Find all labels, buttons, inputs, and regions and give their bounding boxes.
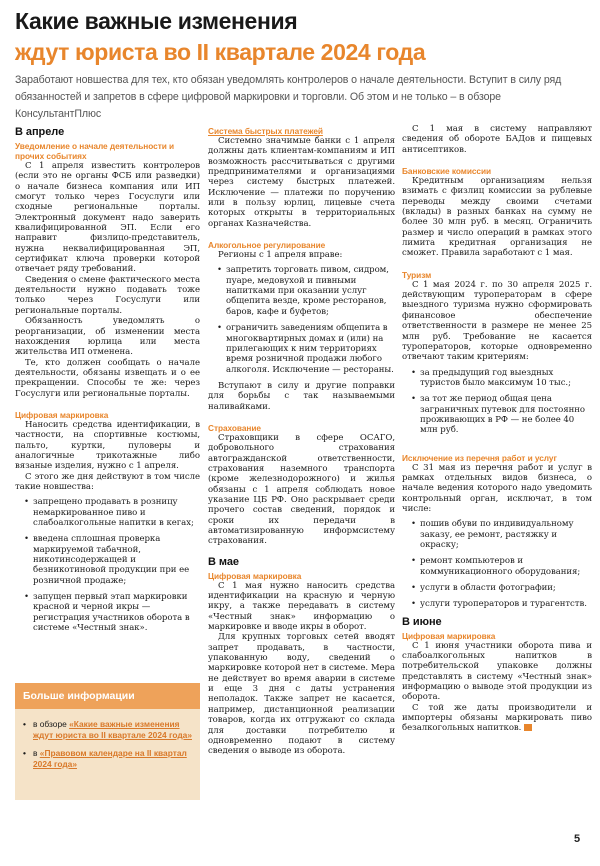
section-title-marking-june: Цифровая маркировка: [402, 630, 496, 641]
paragraph: С 1 мая нужно наносить средства идентификации на красную и черную икру, а также передавать в систему «Честный знак» информацию о маркировке и вводе икры в оборот.: [208, 580, 395, 633]
column-1: [15, 126, 200, 639]
paragraph: Обязанность уведомлять о реорганизации, об изменении места нахождения юрлица или места жительства ИП отменена.: [15, 316, 200, 358]
info-item: [33, 719, 194, 740]
list-item: • ремонт компьютеров и коммуникационного оборудования;: [402, 556, 592, 577]
paragraph: Те, кто должен сообщать о начале деятельности, обязаны извещать и о ее прекращении. Способы те же: через Госуслуги или региональные порталы.: [15, 357, 200, 399]
section-title-exclusion: Исключение из перечня работ и услуг: [402, 452, 557, 463]
paragraph: Наносить средства идентификации, в частности, на спортивные костюмы, пальто, куртки, пуловеры и аналогичные трикотажные либо вязаные изделия, нужно с 1 апреля.: [15, 419, 200, 472]
more-info-box: [15, 683, 200, 800]
more-info-heading: Больше информации: [15, 683, 200, 709]
list-item: • за тот же период общая цена заграничных путевок для постоянно проживающих в РФ — не более 40 млн руб.: [402, 394, 592, 435]
column-3: [402, 124, 592, 734]
end-of-article-icon: [524, 724, 532, 731]
section-title-sbp: Система быстрых платежей: [208, 126, 323, 136]
paragraph: С 1 мая в систему направляют сведения об обороте БАДов и пищевых антисептиков.: [402, 124, 592, 155]
info-item: [33, 748, 194, 769]
info-item-prefix: в обзоре: [33, 719, 67, 729]
section-title-notification: Уведомление о начале деятельности и прочих событиях: [15, 141, 175, 161]
paragraph: [402, 703, 592, 734]
section-title-bank-fees: Банковские комиссии: [402, 166, 492, 177]
list-item: • услуги туроператоров и турагентств.: [402, 599, 592, 609]
list-item: • ограничить заведениям общепита в многоквартирных домах и (или) на прилегающих к ним территориях время розничной продажи любого алкоголя. Исключение — рестораны.: [208, 323, 395, 375]
paragraph: Сведения о смене фактического места деятельности нужно подавать тоже только через Госуслуги или региональные порталы.: [15, 274, 200, 316]
paragraph: Системно значимые банки с 1 апреля должны дать клиентам-компаниям и ИП возможность рассчитываться с другими предпринимателями и организациями через систему быстрых платежей. Исключение — платежи по поручению или в пользу юрлиц, лицевые счета которых открыты в территориальных органах Казначейства.: [208, 136, 395, 229]
section-title-tourism: Туризм: [402, 269, 432, 280]
paragraph: С 1 апреля известить контролеров (если это не органы ФСБ или разведки) о начале бизнеса компания или ИП смогут только через Госуслуги или сходные региональные порталы. Электронный документ надо заверить квалифицированной ЭП. Если его направит физлицо-представитель, нужна неквалифицированная ЭП, сертификат ключа проверки которой отвечает ряду требований.: [15, 161, 200, 275]
paragraph: Для крупных торговых сетей вводят запрет продавать, в частности, упакованную воду, сведений о маркировке которой нет в системе. Мера не действует во время аварии в системе и еще 3 дня с даты устранения неполадок. Также запрет не касается, например, дистанционной реализации товаров, когда их отгружают со склада для доставки потребителю и одновременно подают в систему сведения о выводе из оборота.: [208, 632, 395, 757]
title-line-2: ждут юриста во II квартале 2024 года: [15, 39, 426, 65]
paragraph: С этого же дня действуют в том числе такие новшества:: [15, 471, 200, 492]
section-title-marking-may: Цифровая маркировка: [208, 570, 302, 581]
list-item: • пошив обуви по индивидуальному заказу, ее ремонт, растяжку и окраску;: [402, 519, 592, 550]
page-number: 5: [574, 833, 581, 845]
paragraph: Регионы с 1 апреля вправе:: [218, 250, 343, 261]
month-heading-may: В мае: [208, 555, 239, 568]
month-heading-april: В апреле: [15, 126, 65, 138]
list-item: • запретить торговать пивом, сидром, пуаре, медовухой и пивными напитками при оказании услуг общепита везде, кроме ресторанов, баров, кафе и буфетов;: [208, 265, 395, 317]
info-item-prefix: в: [33, 748, 38, 758]
list-item: • введена сплошная проверка маркируемой табачной, никотинсодержащей и безникотиновой продукции при ее розничной продаже;: [15, 534, 200, 586]
bullet-list: [402, 519, 592, 609]
paragraph: Кредитным организациям нельзя взимать с физлиц комиссии за рублевые переводы между своими счетами (вклады) в разных банках на сумму не более 30 млн руб. в месяц. Ограничить размер и число операций в рамках этого лимита кредитная организация не сможет. Правила заработают с 1 мая.: [402, 176, 592, 259]
paragraph: Страховщики в сфере ОСАГО, добровольного страхования автогражданской ответственности, страхования наземного транспорта (кроме железнодорожного) и жилья обязаны с 1 апреля соблюдать новое указание ЦБ РФ. Оно раскрывает среди прочего состав сведений, порядок и сроки их передачи в автоматизированную информсистему страхования.: [208, 432, 395, 547]
paragraph: С 31 мая из перечня работ и услуг в рамках отдельных видов бизнеса, о начале ведения которого надо уведомить контрольный орган, исключат, в том числе:: [402, 462, 592, 514]
lead-paragraph: Заработают новшества для тех, кто обязан уведомлять контролеров о начале деятельности. Вступит в силу ряд обязанностей и запретов в сфере цифровой маркировки и торговли. Об этом и не только – в обзоре КонсультантПлюс: [15, 74, 562, 120]
paragraph: С 1 июня участники оборота пива и слабоалкогольных напитков в потребительской упаковке должны представлять в систему «Честный знак» информацию о выводе этой продукции из оборота.: [402, 640, 592, 703]
paragraph: С 1 мая 2024 г. по 30 апреля 2025 г. действующим туроператорам в сфере выездного туризма нужно сформировать финансовое обеспечение ответственности в размере не менее 25 млн руб. Требование не касается туроператоров, которые одновременно отвечают таким критериям:: [402, 279, 592, 363]
list-item: • запущен первый этап маркировки красной и черной икры — регистрация участников оборота в системе «Честный знак».: [15, 592, 200, 633]
title-line-1: Какие важные изменения: [15, 8, 298, 34]
info-link-review[interactable]: «Какие важные изменения ждут юриста во II квартале 2024 года»: [33, 719, 192, 740]
section-title-insurance: Страхование: [208, 422, 261, 433]
list-item: • запрещено продавать в розницу немаркированное пиво и слабоалкогольные напитки в кегах;: [15, 497, 200, 528]
article-title: [15, 6, 579, 68]
column-2: [208, 124, 395, 757]
bullet-list: [208, 265, 395, 374]
month-heading-june: В июне: [402, 615, 442, 628]
paragraph-text: С той же даты производители и импортеры обязаны маркировать пиво безалкогольных напитков.: [402, 702, 592, 734]
list-item: • услуги в области фотографии;: [402, 583, 592, 593]
info-link-calendar[interactable]: «Правовом календаре на II квартал 2024 года»: [33, 748, 187, 769]
section-title-alcohol: Алкогольное регулирование: [208, 240, 326, 251]
bullet-list: [402, 368, 592, 436]
section-title-marking: Цифровая маркировка: [15, 409, 109, 420]
list-item: • за предыдущий год выездных туристов было максимум 10 тыс.;: [402, 368, 592, 389]
paragraph: Вступают в силу и другие поправки для борьбы с так называемыми наливайками.: [208, 380, 395, 412]
bullet-list: [15, 497, 200, 633]
